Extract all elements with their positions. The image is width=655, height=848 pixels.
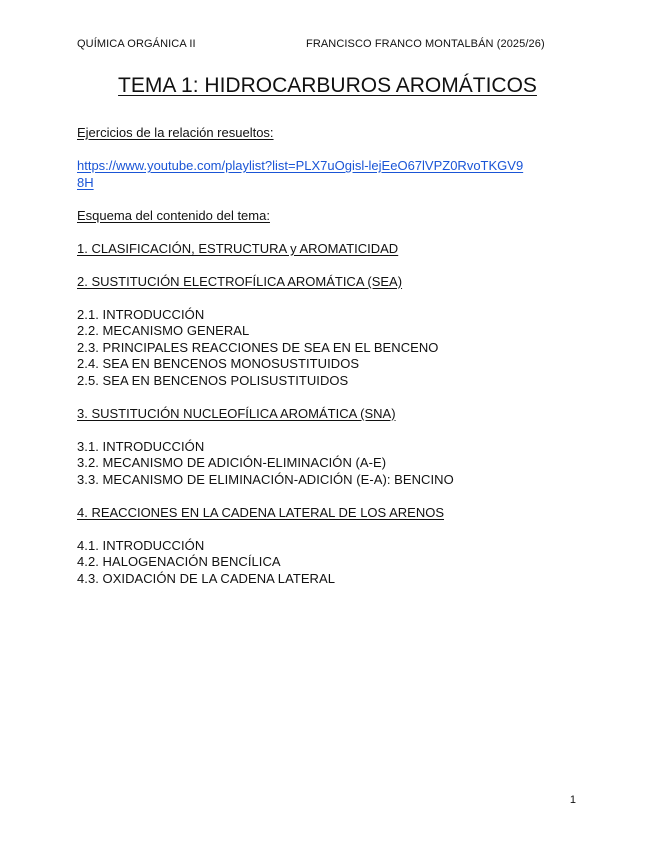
document-body <box>77 125 577 587</box>
outline-item: 3.2. MECANISMO DE ADICIÓN-ELIMINACIÓN (A-E) <box>77 455 387 470</box>
playlist-link[interactable] <box>77 158 577 191</box>
outline-item: 3.3. MECANISMO DE ELIMINACIÓN-ADICIÓN (E-A): BENCINO <box>77 471 454 487</box>
exercises-label: Ejercicios de la relación resueltos: <box>77 125 274 140</box>
outline-item: 4.3. OXIDACIÓN DE LA CADENA LATERAL <box>77 570 335 586</box>
outline-label: Esquema del contenido del tema: <box>77 207 270 223</box>
header-author: FRANCISCO FRANCO MONTALBÁN (2025/26) <box>306 38 545 50</box>
outline-item: 2.5. SEA EN BENCENOS POLISUSTITUIDOS <box>77 372 349 388</box>
outline-item: 4.2. HALOGENACIÓN BENCÍLICA <box>77 554 281 569</box>
page-number: 1 <box>569 794 576 806</box>
section-heading: 3. SUSTITUCIÓN NUCLEOFÍLICA AROMÁTICA (SNA) <box>77 405 396 421</box>
outline-item: 4.1. INTRODUCCIÓN <box>77 537 205 553</box>
page-title: TEMA 1: HIDROCARBUROS AROMÁTICOS <box>118 74 537 97</box>
outline-item: 2.1. INTRODUCCIÓN <box>77 306 205 322</box>
section-heading: 4. REACCIONES EN LA CADENA LATERAL DE LOS ARENOS <box>77 504 445 520</box>
playlist-link-line-2[interactable]: 8H <box>77 174 94 190</box>
outline-item: 2.4. SEA EN BENCENOS MONOSUSTITUIDOS <box>77 356 360 371</box>
outline-item: 2.3. PRINCIPALES REACCIONES DE SEA EN EL BENCENO <box>77 339 439 355</box>
header-course: QUÍMICA ORGÁNICA II <box>77 38 196 50</box>
section-heading: 2. SUSTITUCIÓN ELECTROFÍLICA AROMÁTICA (SEA) <box>77 273 403 289</box>
playlist-link-line-1[interactable]: https://www.youtube.com/playlist?list=PLX7uOgisl-lejEeO67lVPZ0RvoTKGV9 <box>77 158 524 173</box>
section-heading: 1. CLASIFICACIÓN, ESTRUCTURA y AROMATICIDAD <box>77 240 399 256</box>
outline-item: 2.2. MECANISMO GENERAL <box>77 323 250 338</box>
outline-item: 3.1. INTRODUCCIÓN <box>77 438 205 454</box>
